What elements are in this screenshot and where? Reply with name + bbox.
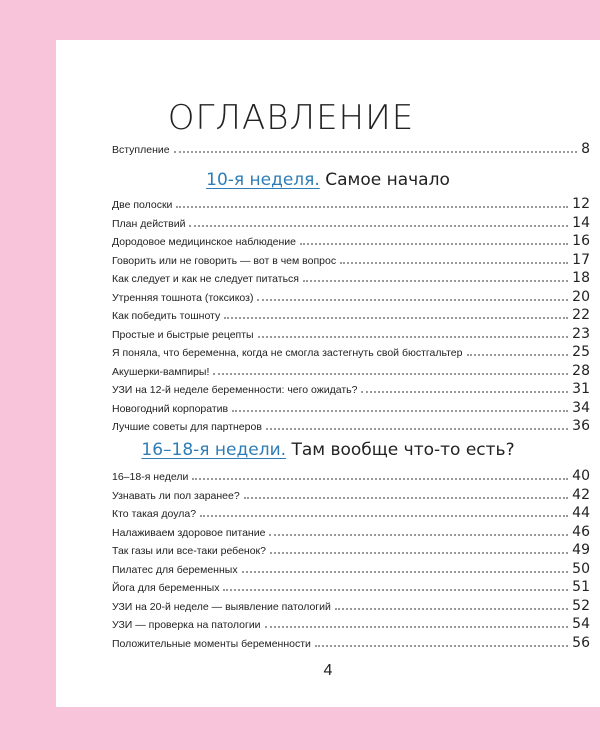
toc-entry-page: 18 [572,270,590,286]
toc-entry [112,362,590,378]
toc-entry-label: Утренняя тошнота (токсикоз) [112,291,254,304]
toc-entry-label: Налаживаем здоровое питание [112,526,266,539]
toc-entry-page: 50 [572,560,590,577]
toc-entry-page: 42 [572,486,590,503]
toc-entry [112,251,590,267]
toc-entry-page: 28 [572,362,590,379]
toc-entry-label: Простые и быстрые рецепты [112,328,254,341]
toc-entry-page: 54 [572,616,590,632]
toc-entry-label: Так газы или все-таки ребенок? [112,545,266,557]
toc-entry-page: 40 [572,468,590,484]
toc-entry-label: Говорить или не говорить — вот в чем вопрос [112,254,337,267]
toc-entry-page: 34 [572,399,590,416]
dot-leader [244,497,568,499]
section-week: 10-я неделя. [206,170,320,190]
dot-leader [265,626,569,628]
toc-entry-label: План действий [112,217,186,230]
toc-entry-label: Вступление [112,144,170,156]
dot-leader [335,608,568,610]
toc-entry-label: Пилатес для беременных [112,563,238,576]
dot-leader [361,391,568,393]
toc-entry-page: 12 [572,196,590,212]
toc-entry [112,288,590,304]
toc-entry-label: Дородовое медицинское наблюдение [112,236,297,248]
dot-leader [340,262,568,264]
toc-entry-label: Я поняла, что беременна, когда не смогла застегнуть свой бюстгальтер [112,347,463,359]
toc-entry-page: 25 [572,344,590,360]
dot-leader [176,206,568,208]
section-week: 16–18-я недели. [141,440,287,460]
book-page [56,40,600,707]
toc-entry-page: 36 [572,418,590,434]
page-number: 4 [323,662,333,679]
toc-entry-page: 16 [572,233,590,249]
toc-entry-label: 16–18-я недели [112,471,189,483]
toc-entry-page: 23 [572,325,590,342]
dot-leader [242,571,569,573]
toc-entry [112,417,590,433]
toc-entry-label: УЗИ на 20-й неделе — выявление патологий [112,600,331,613]
toc-entry-page: 44 [572,505,590,521]
toc-entry-page: 14 [572,214,590,231]
toc-entry-label: УЗИ на 12-й неделе беременности: чего ожидать? [112,384,358,396]
toc-entry-label: Новогодний корпоратив [112,402,229,415]
toc-entry [112,504,590,520]
toc-entry-page: 31 [572,381,590,397]
toc-entry-page: 49 [572,542,590,558]
toc-entry [112,269,590,285]
toc-entry-label: Лучшие советы для партнеров [112,421,262,433]
dot-leader [189,225,568,227]
toc-entry [112,597,590,613]
toc-entry [112,467,590,483]
toc-entry [112,195,590,211]
dot-leader [174,151,577,153]
dot-leader [269,534,568,536]
dot-leader [303,280,568,282]
toc-entry-page: 17 [572,251,590,268]
toc-entry [112,232,590,248]
toc-entry-label: Как следует и как не следует питаться [112,273,299,285]
toc-entry [112,523,590,539]
dot-leader [257,299,568,301]
toc-entry-page: 8 [581,141,590,157]
toc-entry-page: 22 [572,307,590,323]
dot-leader [300,243,568,245]
toc-entry [112,399,590,415]
toc-entry-intro [112,140,590,156]
toc-entry [112,306,590,322]
toc-entry-label: Йога для беременных [112,582,220,594]
dot-leader [315,645,568,647]
toc-entry-page: 20 [572,288,590,305]
toc-entry [112,486,590,502]
toc-entry-label: УЗИ — проверка на патологии [112,619,261,631]
dot-leader [213,373,568,375]
toc-entry [112,214,590,230]
dot-leader [270,552,568,554]
toc-entry-label: Две полоски [112,199,173,211]
section-title: Там вообще что-то есть? [291,440,515,460]
dot-leader [223,589,568,591]
dot-leader [200,515,568,517]
dot-leader [266,428,568,430]
toc-entry [112,380,590,396]
toc-entry [112,634,590,650]
toc-entry-page: 52 [572,597,590,614]
section-title: Самое начало [325,170,450,190]
toc-entry-page: 46 [572,523,590,540]
toc-entry [112,560,590,576]
toc-entry-label: Положительные моменты беременности [112,637,311,650]
dot-leader [258,336,569,338]
toc-entry [112,541,590,557]
toc-entry [112,578,590,594]
toc-entry-page: 56 [572,634,590,651]
toc-entry [112,615,590,631]
dot-leader [467,354,569,356]
section-heading-2 [56,440,600,460]
toc-entry-label: Акушерки-вампиры! [112,365,210,378]
toc-entry-page: 51 [572,579,590,595]
toc-entry [112,325,590,341]
dot-leader [224,317,568,319]
page-title: ОГЛАВЛЕНИЕ [167,98,415,138]
toc-entry [112,343,590,359]
toc-entry-label: Узнавать ли пол заранее? [112,489,240,502]
toc-entry-label: Как победить тошноту [112,310,221,322]
toc-entry-label: Кто такая доула? [112,508,197,520]
dot-leader [192,478,568,480]
dot-leader [232,410,568,412]
section-heading-1 [56,170,600,190]
